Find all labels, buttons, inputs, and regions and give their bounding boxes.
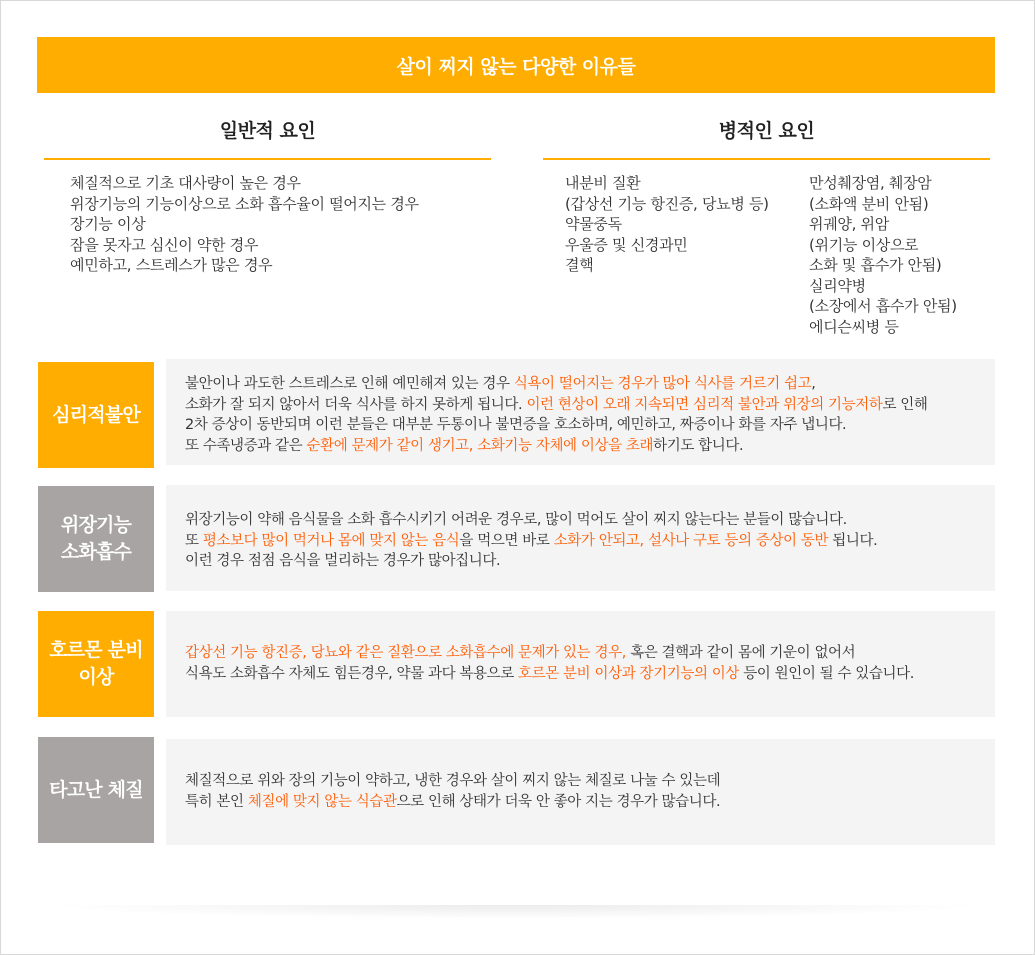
list-item: (위기능 이상으로 (809, 235, 919, 254)
section-label-line: 위장기능 (60, 514, 132, 536)
section-text-line (185, 792, 720, 813)
highlight-text: 소화가 안되고, 설사나 구토 등의 증상이 동반 (553, 532, 829, 549)
section-label-constitution (38, 737, 154, 843)
list-item: (소장에서 흡수가 안됨) (809, 297, 957, 315)
section-text-line (185, 395, 928, 416)
body-text: 또 (185, 532, 203, 549)
section-text-line (185, 531, 877, 552)
list-item: 결핵 (565, 256, 594, 274)
list-item: 내분비 질환 (565, 174, 641, 192)
section-text-hormone (185, 643, 914, 684)
body-text: 소화가 잘 되지 않아서 더욱 식사를 하지 못하게 됩니다. (185, 396, 527, 413)
list-item: 위궤양, 위암 (809, 215, 889, 233)
section-text-line (185, 664, 914, 685)
section-label-psychological (38, 362, 154, 468)
section-label-line: 심리적불안 (52, 403, 140, 426)
section-text-line (185, 643, 914, 664)
section-text-line (185, 510, 877, 531)
medical-factors-list-a (565, 173, 769, 276)
section-text-line (185, 436, 928, 457)
section-label-digestion (38, 486, 154, 592)
banner-title: 살이 찌지 않는 다양한 이유들 (37, 37, 995, 93)
body-text: , (811, 376, 816, 392)
list-item: 예민하고, 스트레스가 많은 경우 (70, 256, 273, 274)
section-label-line: 소화흡수 (60, 541, 132, 563)
body-text: 체질적으로 위와 장의 기능이 약하고, 냉한 경우와 살이 찌지 않는 체질로 나눌 수 있는데 (185, 773, 721, 789)
body-text: 특히 본인 (185, 793, 248, 810)
body-text: 등이 원인이 될 수 있습니다. (738, 665, 914, 682)
list-item: 약물중독 (565, 215, 622, 233)
list-item: (갑상선 기능 항진증, 당뇨병 등) (565, 194, 769, 213)
body-text: 하기도 합니다. (653, 437, 744, 454)
section-text-line (185, 551, 877, 572)
general-factors-title: 일반적 요인 (44, 116, 491, 160)
body-text: 을 먹으면 바로 (459, 532, 554, 549)
body-text: 2차 증상이 동반되며 이런 분들은 대부분 두통이나 불면증을 호소하며, 예민하고, 짜증이나 화를 자주 냅니다. (185, 417, 847, 433)
highlight-text: 식욕이 떨어지는 경우가 많아 식사를 거르기 쉽고 (513, 376, 812, 392)
body-text: 로 인해 (882, 396, 928, 413)
body-text: 됩니다. (828, 532, 878, 549)
list-item: 실리약병 (809, 276, 866, 295)
body-text: 혹은 결핵과 같이 몸에 기운이 없어서 (625, 645, 856, 661)
highlight-text: 체질에 맞지 않는 식습관 (247, 793, 397, 810)
body-text: 위장기능이 약해 음식물을 소화 흡수시키기 어려운 경우로, 많이 먹어도 살이 찌지 않는다는 분들이 많습니다. (185, 512, 847, 528)
section-label-line: 타고난 체질 (49, 778, 143, 801)
list-item: 에디슨씨병 등 (809, 317, 899, 336)
section-text-psychological (185, 374, 928, 456)
list-item: 장기능 이상 (70, 215, 146, 233)
body-text: 으로 인해 상태가 더욱 안 좋아 지는 경우가 많습니다. (396, 793, 721, 810)
general-factors-list (70, 173, 419, 276)
medical-factors-list-b (809, 173, 957, 337)
list-item: 위장기능의 기능이상으로 소화 흡수율이 떨어지는 경우 (70, 194, 419, 213)
highlight-text: 순환에 문제가 같이 생기고, 소화기능 자체에 이상을 초래 (306, 437, 654, 454)
section-text-line (185, 415, 928, 436)
list-item: 잠을 못자고 심신이 약한 경우 (70, 235, 259, 254)
section-label-hormone (38, 611, 154, 717)
body-text: 또 수족냉증과 같은 (185, 437, 307, 454)
highlight-text: 호르몬 분비 이상과 장기기능의 이상 (518, 665, 739, 682)
list-item: 소화 및 흡수가 안됨) (809, 256, 942, 274)
section-label-line: 이상 (78, 666, 114, 688)
list-item: (소화액 분비 안됨) (809, 194, 929, 213)
section-label-line: 호르몬 분비 (49, 639, 143, 661)
highlight-text: 평소보다 많이 먹거나 몸에 맞지 않는 음식 (202, 532, 460, 549)
list-item: 체질적으로 기초 대사량이 높은 경우 (70, 174, 301, 192)
bottom-shadow-divider (40, 905, 990, 919)
body-text: 불안이나 과도한 스트레스로 인해 예민해져 있는 경우 (185, 376, 514, 392)
medical-factors-title: 병적인 요인 (543, 116, 990, 160)
body-text: 이런 경우 점점 음식을 멀리하는 경우가 많아집니다. (185, 553, 501, 569)
section-text-digestion (185, 510, 877, 572)
highlight-text: 갑상선 기능 항진증, 당뇨와 같은 질환으로 소화흡수에 문제가 있는 경우, (185, 645, 626, 661)
body-text: 식욕도 소화흡수 자체도 힘든경우, 약물 과다 복용으로 (185, 665, 519, 682)
highlight-text: 이런 현상이 오래 지속되면 심리적 불안과 위장의 기능저하 (526, 396, 883, 413)
section-text-constitution (185, 771, 720, 812)
list-item: 만성췌장염, 췌장암 (809, 174, 932, 192)
section-text-line (185, 771, 720, 792)
section-text-line (185, 374, 928, 395)
list-item: 우울증 및 신경과민 (565, 235, 688, 254)
